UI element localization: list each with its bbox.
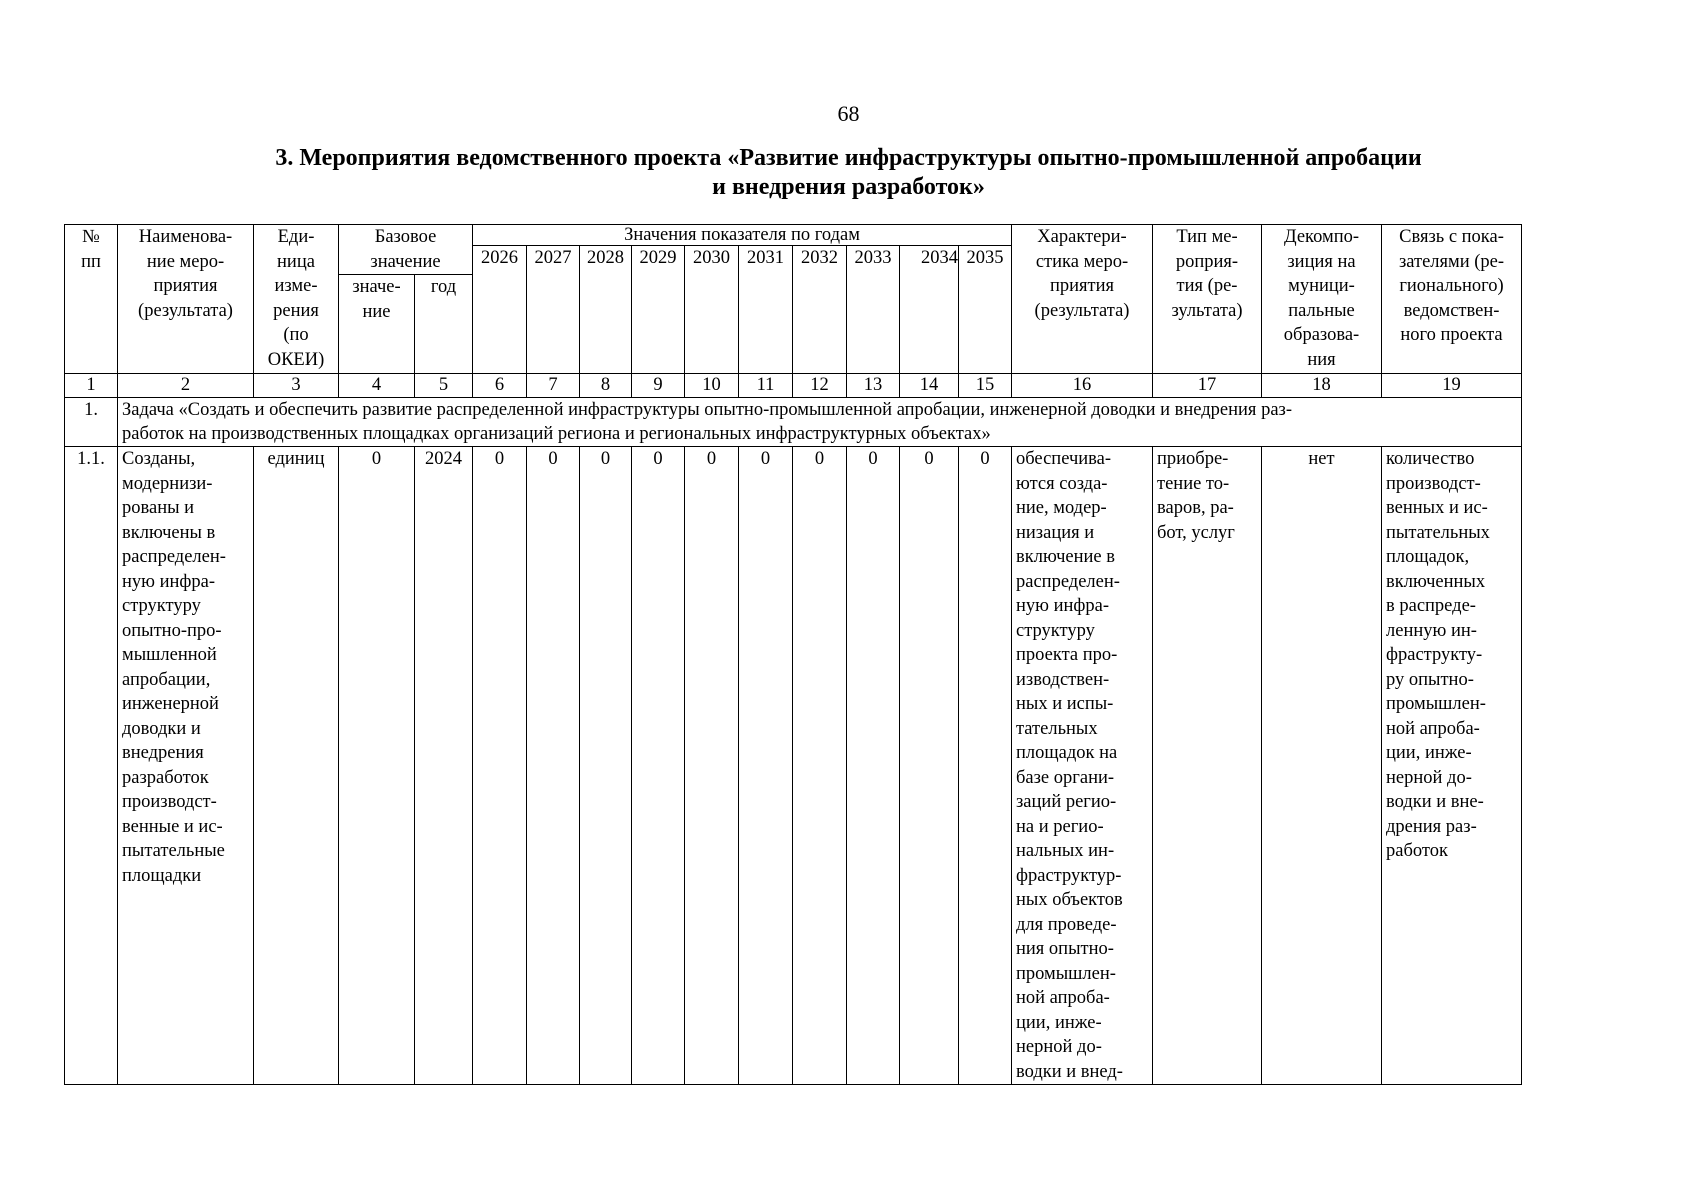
- row-number: 1.1.: [65, 447, 118, 1085]
- row-base-year: 2024: [415, 447, 473, 1085]
- column-number: 19: [1382, 374, 1522, 398]
- column-number: 12: [793, 374, 847, 398]
- header-year: 2034: [900, 246, 959, 374]
- table-row: [65, 447, 1522, 1085]
- header-type: Тип ме- роприя- тия (ре- зультата): [1153, 225, 1262, 374]
- header-year: 2029: [632, 246, 685, 374]
- row-characteristic: обеспечива- ются созда- ние, модер- низация и включение в распределен- ную инфра- структуру проекта про- изводствен- ных и испы- тательных площадок на базе органи- заций регио- на и регио- нальных ин- фраструктур- ных объектов для проведе- ния опытно- промышлен- ной апроба- ции, инже- нерной до- водки и внед-: [1012, 447, 1153, 1085]
- column-number: 2: [118, 374, 254, 398]
- header-characteristic: Характери- стика меро- приятия (результата): [1012, 225, 1153, 374]
- column-number: 6: [473, 374, 527, 398]
- row-base-value: 0: [339, 447, 415, 1085]
- column-number: 1: [65, 374, 118, 398]
- column-number: 8: [580, 374, 632, 398]
- section-title-line-2: и внедрения разработок»: [712, 174, 985, 200]
- row-value-2032: 0: [793, 447, 847, 1085]
- header-year: 2031: [739, 246, 793, 374]
- measures-table: [64, 224, 1522, 1085]
- column-number: 15: [959, 374, 1012, 398]
- row-value-2028: 0: [580, 447, 632, 1085]
- header-number: № пп: [65, 225, 118, 374]
- header-year: 2035: [959, 246, 1012, 374]
- row-value-2027: 0: [527, 447, 580, 1085]
- header-year: 2028: [580, 246, 632, 374]
- row-value-2030: 0: [685, 447, 739, 1085]
- task-text: Задача «Создать и обеспечить развитие распределенной инфраструктуры опытно-промышленной апробации, инженерной доводки и внедрения раз- работок на производственных площадках организаций региона и региональных инфраструктурных объектах»: [118, 398, 1522, 447]
- column-number: 7: [527, 374, 580, 398]
- column-number: 17: [1153, 374, 1262, 398]
- column-number: 10: [685, 374, 739, 398]
- column-number: 13: [847, 374, 900, 398]
- column-number: 16: [1012, 374, 1153, 398]
- row-name: Созданы, модернизи- рованы и включены в распределен- ную инфра- структуру опытно-про- мышленной апробации, инженерной доводки и внедрения разработок производст- венные и ис- пытательные площадки: [118, 447, 254, 1085]
- column-numbers-row: [65, 374, 1522, 398]
- header-link: Связь с пока- зателями (ре- гионального) ведомствен- ного проекта: [1382, 225, 1522, 374]
- row-type: приобре- тение то- варов, ра- бот, услуг: [1153, 447, 1262, 1085]
- header-base-value: значе- ние: [339, 275, 415, 374]
- row-link: количество производст- венных и ис- пытательных площадок, включенных в распреде- ленную ин- фраструкту- ру опытно- промышлен- ной апроба- ции, инже- нерной до- водки и вне- дрения раз- работок: [1382, 447, 1522, 1085]
- column-number: 4: [339, 374, 415, 398]
- row-value-2035: 0: [959, 447, 1012, 1085]
- header-name: Наименова- ние меро- приятия (результата): [118, 225, 254, 374]
- row-decomposition: нет: [1262, 447, 1382, 1085]
- section-title: [150, 144, 1547, 202]
- row-value-2033: 0: [847, 447, 900, 1085]
- page-number: 68: [837, 101, 860, 126]
- row-value-2026: 0: [473, 447, 527, 1085]
- header-unit: Еди- ница изме- рения (по ОКЕИ): [254, 225, 339, 374]
- header-years-group: Значения показателя по годам: [473, 225, 1012, 246]
- row-value-2031: 0: [739, 447, 793, 1085]
- column-number: 9: [632, 374, 685, 398]
- header-row-1: [65, 225, 1522, 246]
- column-number: 18: [1262, 374, 1382, 398]
- task-row: [65, 398, 1522, 447]
- row-value-2029: 0: [632, 447, 685, 1085]
- row-value-2034: 0: [900, 447, 959, 1085]
- header-base-year: год: [415, 275, 473, 374]
- header-decomposition: Декомпо- зиция на муници- пальные образова- ния: [1262, 225, 1382, 374]
- header-year: 2026: [473, 246, 527, 374]
- header-year: 2033: [847, 246, 900, 374]
- header-year: 2032: [793, 246, 847, 374]
- header-year: 2030: [685, 246, 739, 374]
- column-number: 14: [900, 374, 959, 398]
- column-number: 3: [254, 374, 339, 398]
- column-number: 5: [415, 374, 473, 398]
- header-year: 2027: [527, 246, 580, 374]
- column-number: 11: [739, 374, 793, 398]
- task-number: 1.: [65, 398, 118, 447]
- section-title-line-1: 3. Мероприятия ведомственного проекта «Развитие инфраструктуры опытно-промышленной апробации: [275, 145, 1422, 171]
- row-unit: единиц: [254, 447, 339, 1085]
- header-base: Базовое значение: [339, 225, 473, 275]
